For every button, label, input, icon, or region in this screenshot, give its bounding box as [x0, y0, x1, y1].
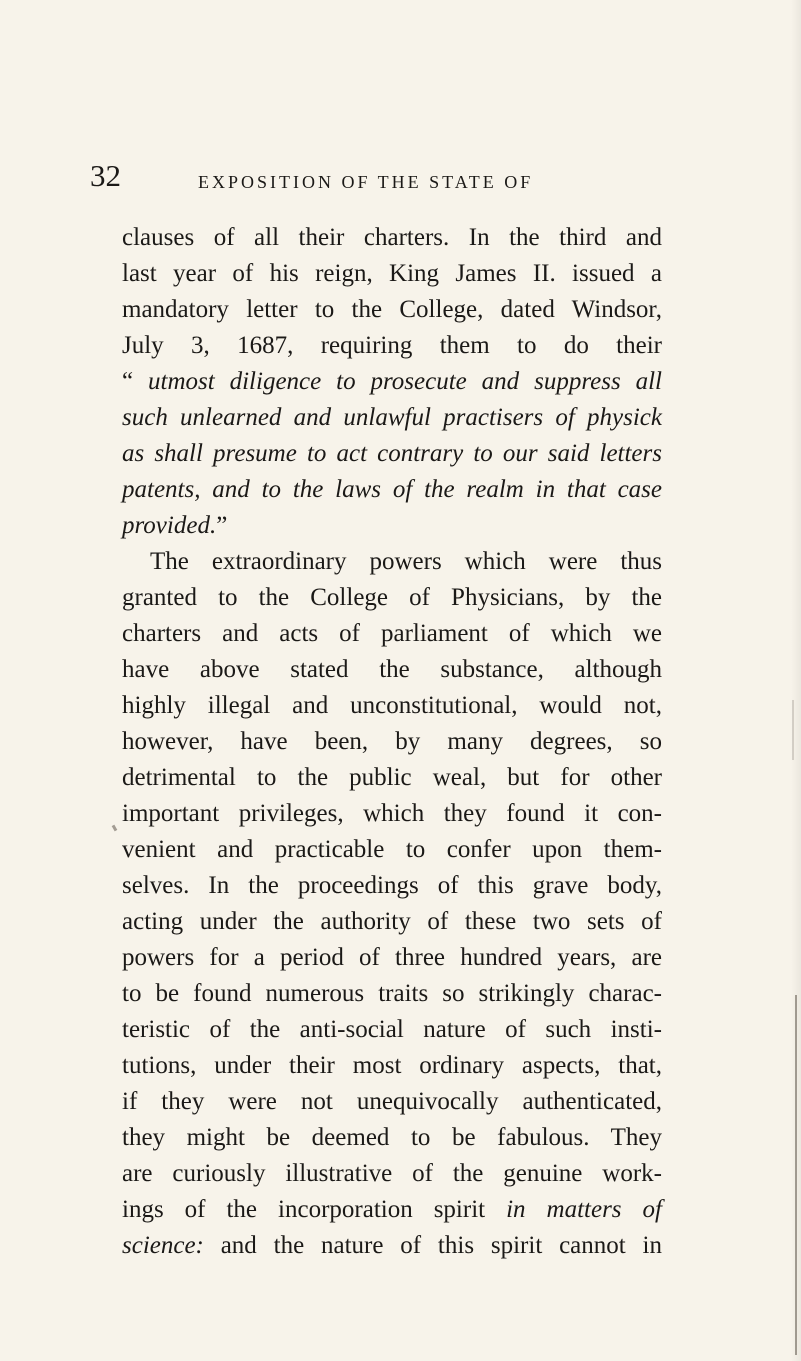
- italic-text: in matters of: [506, 1196, 662, 1223]
- text-segment: clauses of all their charters. In the third and: [122, 224, 662, 251]
- text-line: [122, 1120, 662, 1156]
- text-line: [122, 796, 662, 832]
- page-edge-line: [795, 995, 797, 1355]
- text-segment: if they were not unequivocally authenticated,: [122, 1088, 662, 1115]
- text-segment: ings of the incorporation spirit: [122, 1196, 507, 1223]
- text-line: [122, 256, 662, 292]
- text-segment: tutions, under their most ordinary aspects, that,: [122, 1052, 662, 1079]
- text-segment: teristic of the anti-social nature of such insti-: [122, 1016, 662, 1043]
- text-line: [122, 400, 662, 436]
- text-line: [122, 832, 662, 868]
- text-segment: The extraordinary powers which were thus: [150, 548, 662, 575]
- text-line: [122, 292, 662, 328]
- text-line: [122, 472, 662, 508]
- text-segment: detrimental to the public weal, but for other: [122, 764, 662, 791]
- text-segment: July 3, 1687, requiring them to do their: [122, 332, 662, 359]
- text-segment: “: [122, 368, 149, 395]
- text-segment: highly illegal and unconstitutional, would not,: [122, 692, 662, 719]
- text-line: [122, 652, 662, 688]
- italic-text: utmost diligence to prosecute and suppress all: [148, 368, 662, 395]
- text-segment: last year of his reign, King James II. issued a: [122, 260, 662, 287]
- text-line: [122, 580, 662, 616]
- running-head: EXPOSITION OF THE STATE OF: [198, 172, 534, 192]
- text-segment: selves. In the proceedings of this grave body,: [122, 872, 662, 899]
- text-segment: are curiously illustrative of the genuine work-: [122, 1160, 662, 1187]
- stray-ink-mark: [112, 825, 118, 832]
- text-segment: powers for a period of three hundred years, are: [122, 944, 662, 971]
- text-segment: to be found numerous traits so strikingly charac-: [122, 980, 662, 1007]
- text-line: [122, 508, 662, 544]
- text-segment: ”: [216, 512, 228, 539]
- text-line: [122, 328, 662, 364]
- text-line: [122, 544, 662, 580]
- text-segment: and the nature of this spirit cannot in: [203, 1232, 662, 1259]
- text-segment: charters and acts of parliament of which we: [122, 620, 662, 647]
- italic-text: science:: [122, 1232, 204, 1259]
- text-segment: however, have been, by many degrees, so: [122, 728, 662, 755]
- text-line: [122, 364, 662, 400]
- italic-text: patents, and to the laws of the realm in that case: [122, 476, 662, 503]
- text-line: [122, 1156, 662, 1192]
- text-line: [122, 724, 662, 760]
- text-line: [122, 1228, 662, 1264]
- text-segment: mandatory letter to the College, dated Windsor,: [122, 296, 662, 323]
- text-line: [122, 1192, 662, 1228]
- text-line: [122, 760, 662, 796]
- text-segment: acting under the authority of these two sets of: [122, 908, 662, 935]
- page-header: [90, 158, 730, 198]
- page-number: 32: [90, 158, 121, 193]
- text-line: [122, 616, 662, 652]
- text-line: [122, 688, 662, 724]
- text-segment: venient and practicable to confer upon them-: [122, 836, 662, 863]
- text-segment: granted to the College of Physicians, by the: [122, 584, 662, 611]
- text-segment: they might be deemed to be fabulous. They: [122, 1124, 662, 1151]
- text-line: [122, 220, 662, 256]
- body-text: [122, 220, 662, 1264]
- italic-text: as shall presume to act contrary to our said letters: [122, 440, 662, 467]
- italic-text: provided.: [122, 512, 217, 539]
- page-edge-line: [792, 700, 794, 760]
- text-segment: important privileges, which they found it con-: [122, 800, 662, 827]
- italic-text: such unlearned and unlawful practisers of physick: [122, 404, 662, 431]
- text-line: [122, 976, 662, 1012]
- text-line: [122, 868, 662, 904]
- text-line: [122, 1084, 662, 1120]
- text-line: [122, 904, 662, 940]
- text-segment: have above stated the substance, although: [122, 656, 662, 683]
- text-line: [122, 1048, 662, 1084]
- text-line: [122, 940, 662, 976]
- text-line: [122, 436, 662, 472]
- text-line: [122, 1012, 662, 1048]
